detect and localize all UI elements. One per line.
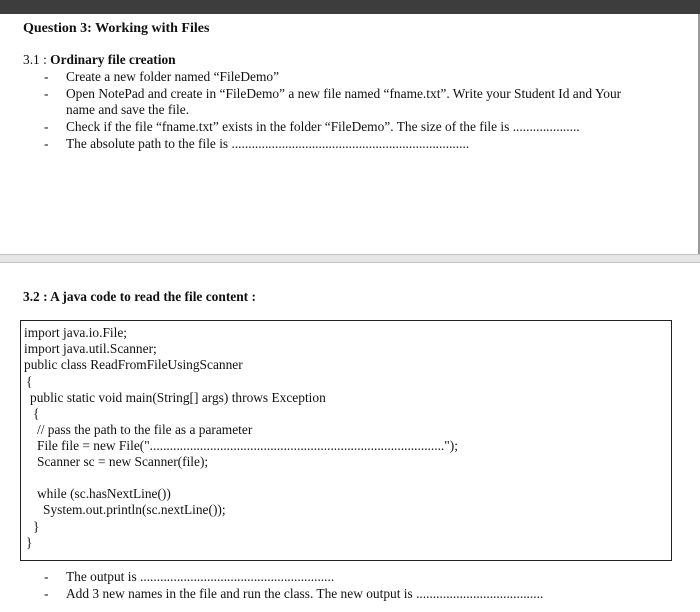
list-item: The absolute path to the file is .......................................................................	[66, 136, 470, 151]
code-line: while (sc.hasNextLine())	[37, 486, 171, 501]
bullet-dash: -	[44, 119, 49, 134]
list-item: Check if the file “fname.txt” exists in the folder “FileDemo”. The size of the file is ....................	[66, 119, 580, 134]
bullet-dash: -	[44, 69, 49, 84]
question-title: Question 3: Working with Files	[23, 21, 210, 36]
list-item: Open NotePad and create in “FileDemo” a new file named “fname.txt”. Write your Student Id and Your	[66, 86, 622, 101]
top-bar	[0, 0, 700, 14]
bullet-dash: -	[44, 86, 49, 101]
bullet-dash: -	[44, 136, 49, 151]
code-line: }	[33, 519, 40, 534]
code-line: {	[26, 374, 33, 389]
section-3-1-heading	[23, 52, 176, 68]
list-item-continuation: name and save the file.	[66, 102, 190, 117]
code-line: import java.util.Scanner;	[24, 341, 157, 356]
list-item: The output is ..........................................................	[66, 569, 335, 584]
code-line: import java.io.File;	[24, 325, 128, 340]
code-line: public class ReadFromFileUsingScanner	[24, 357, 243, 372]
bullet-dash: -	[44, 586, 49, 601]
code-line: }	[26, 535, 33, 550]
section-title: Ordinary file creation	[50, 52, 176, 67]
code-line: {	[33, 406, 40, 421]
code-line: System.out.println(sc.nextLine());	[43, 502, 226, 517]
code-line: Scanner sc = new Scanner(file);	[37, 454, 209, 469]
list-item: Add 3 new names in the file and run the class. The new output is ......................................	[66, 586, 544, 601]
code-box	[20, 320, 672, 561]
list-item: Create a new folder named “FileDemo”	[66, 69, 280, 84]
section-3-2-heading: 3.2 : A java code to read the file content :	[23, 289, 256, 304]
page-separator	[0, 254, 700, 263]
code-line: File file = new File("........................................................................................");	[37, 438, 458, 453]
bullet-dash: -	[44, 569, 49, 584]
code-line: public static void main(String[] args) throws Exception	[30, 390, 326, 405]
code-line: // pass the path to the file as a parameter	[37, 422, 253, 437]
section-number: 3.1 :	[23, 52, 51, 67]
